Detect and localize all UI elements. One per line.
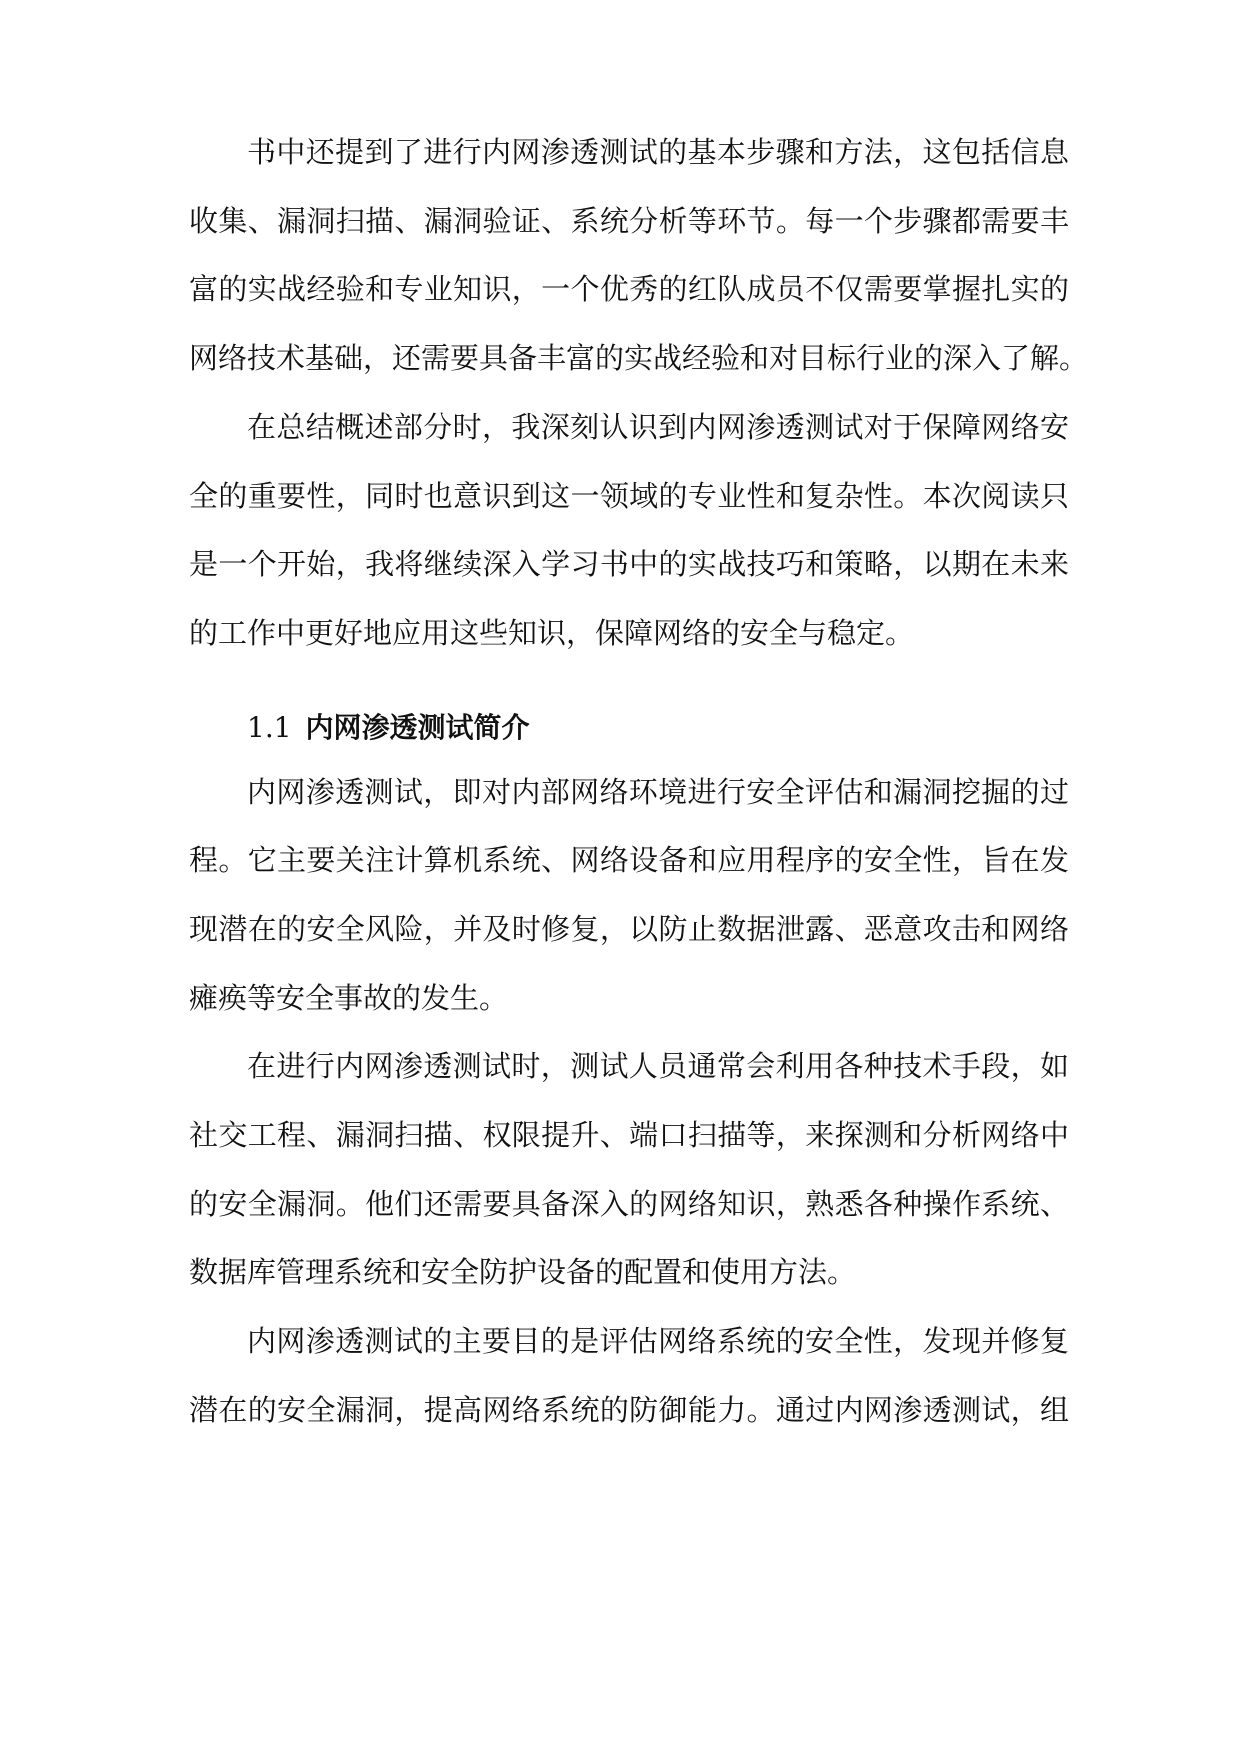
section-paragraph-2-line-1: 在进行内网渗透测试时，测试人员通常会利用各种技术手段，如 <box>247 1049 1069 1083</box>
section-paragraph-2-line-4: 数据库管理系统和安全防护设备的配置和使用方法。 <box>189 1255 857 1289</box>
section-number: 1.1 <box>247 711 292 744</box>
paragraph-2-line-1: 在总结概述部分时，我深刻认识到内网渗透测试对于保障网络安 <box>247 410 1069 444</box>
section-title: 内网渗透测试简介 <box>305 711 530 744</box>
paragraph-1-line-2: 收集、漏洞扫描、漏洞验证、系统分析等环节。每一个步骤都需要丰 <box>189 204 1069 238</box>
section-paragraph-1-line-1: 内网渗透测试，即对内部网络环境进行安全评估和漏洞挖掘的过 <box>247 775 1069 809</box>
section-paragraph-1-line-4: 瘫痪等安全事故的发生。 <box>189 981 509 1015</box>
paragraph-2-line-2: 全的重要性，同时也意识到这一领域的专业性和复杂性。本次阅读只 <box>189 479 1069 513</box>
paragraph-2-line-4: 的工作中更好地应用这些知识，保障网络的安全与稳定。 <box>189 616 915 650</box>
paragraph-1-line-3: 富的实战经验和专业知识，一个优秀的红队成员不仅需要掌握扎实的 <box>189 272 1069 306</box>
paragraph-2-line-3: 是一个开始，我将继续深入学习书中的实战技巧和策略，以期在未来 <box>189 547 1069 581</box>
section-paragraph-1-line-2: 程。它主要关注计算机系统、网络设备和应用程序的安全性，旨在发 <box>189 843 1069 877</box>
section-paragraph-3-line-2: 潜在的安全漏洞，提高网络系统的防御能力。通过内网渗透测试，组 <box>189 1393 1069 1427</box>
paragraph-1-line-1: 书中还提到了进行内网渗透测试的基本步骤和方法，这包括信息 <box>247 135 1069 169</box>
section-paragraph-2-line-2: 社交工程、漏洞扫描、权限提升、端口扫描等，来探测和分析网络中 <box>189 1118 1069 1152</box>
section-paragraph-2-line-3: 的安全漏洞。他们还需要具备深入的网络知识，熟悉各种操作系统、 <box>189 1187 1069 1221</box>
section-heading <box>247 708 530 748</box>
section-paragraph-3-line-1: 内网渗透测试的主要目的是评估网络系统的安全性，发现并修复 <box>247 1324 1069 1358</box>
section-paragraph-1-line-3: 现潜在的安全风险，并及时修复，以防止数据泄露、恶意攻击和网络 <box>189 912 1069 946</box>
paragraph-1-line-4: 网络技术基础，还需要具备丰富的实战经验和对目标行业的深入了解。 <box>189 341 1089 375</box>
